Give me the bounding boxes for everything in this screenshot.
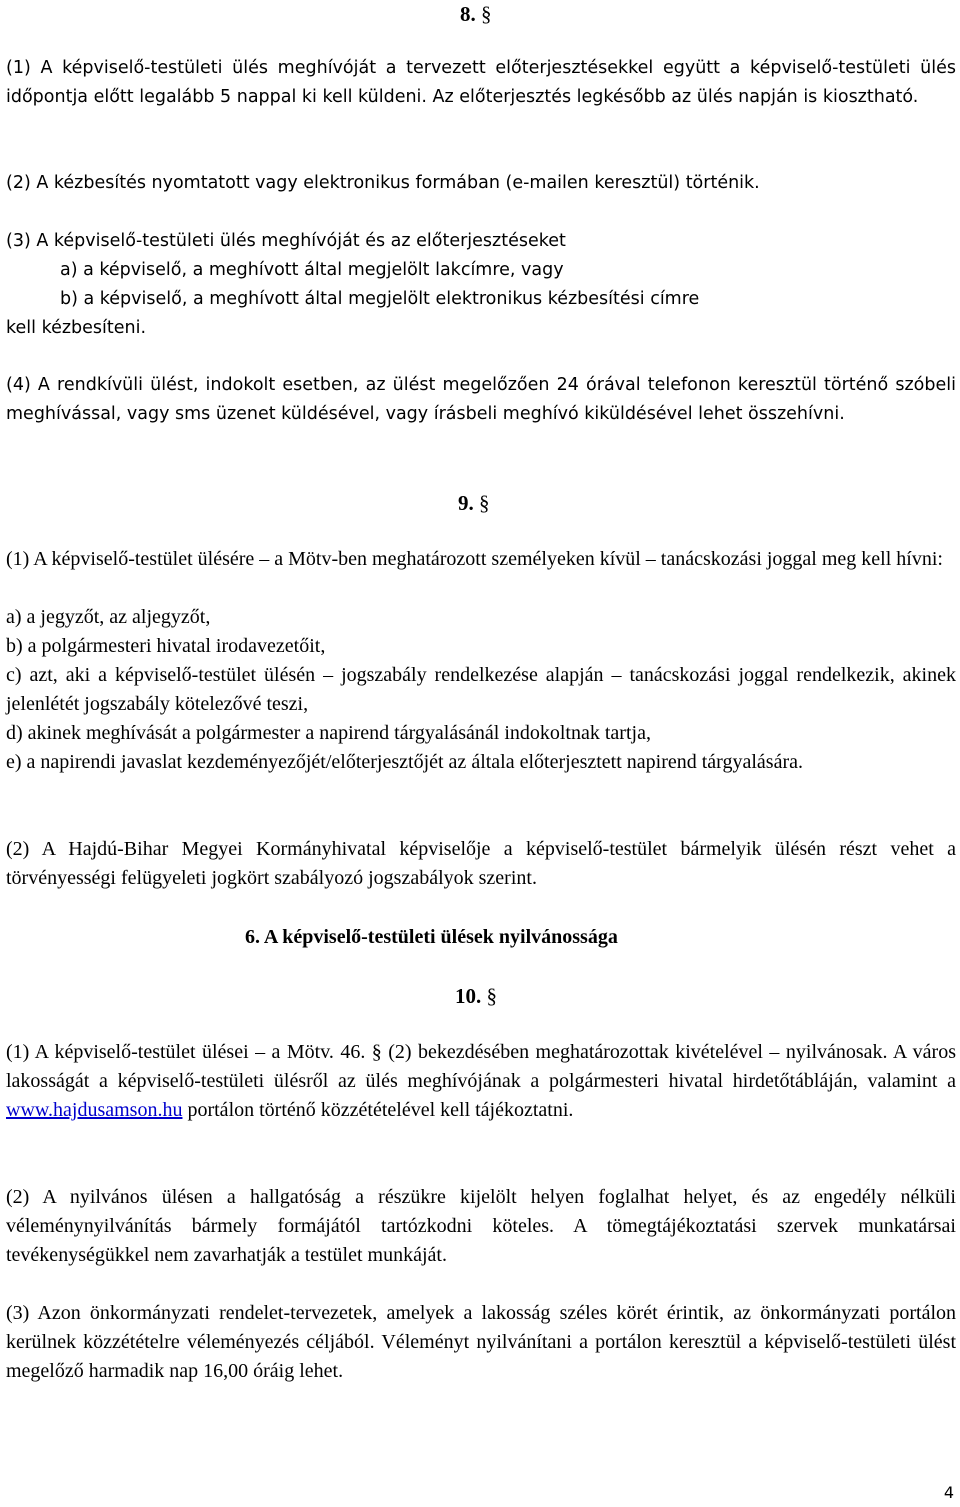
- s8-p3-end: kell kézbesíteni.: [6, 318, 147, 338]
- s8-paragraph-2: (2) A kézbesítés nyomtatott vagy elektronikus formában (e-mailen keresztül) történik.: [6, 173, 760, 193]
- s10-p1-text-before: (1) A képviselő-testület ülései – a Mötv. 46. § (2) bekezdésében meghatározottak kivételével – nyilvánosak. A város lakosságát a képviselő-testületi ülésről az ülés meghívójának a polgármesteri hivatal hirdetőtábláján, valamint a: [6, 1041, 956, 1092]
- section-number: 10.: [455, 984, 482, 1008]
- section-9-heading: [458, 489, 490, 518]
- s10-paragraph-2: (2) A nyilvános ülésen a hallgatóság a részükre kijelölt helyen foglalhat helyet, és az engedély nélküli véleménynyilvánítás bármely formájától tartózkodni köteles. A tömegtájékoztatási szervek munkatársai tevékenységükkel nem zavarhatják a testület munkáját.: [6, 1186, 956, 1266]
- s8-paragraph-3: [6, 227, 956, 343]
- s9-paragraph-1-intro: (1) A képviselő-testület ülésére – a Mötv-ben meghatározott személyeken kívül – tanácskozási joggal meg kell hívni:: [6, 548, 943, 570]
- section-10-heading: [455, 982, 497, 1011]
- s8-paragraph-1: (1) A képviselő-testületi ülés meghívóját a tervezett előterjesztésekkel együtt a képviselő-testületi ülés időpontja előtt legalább 5 nappal ki kell küldeni. Az előterjesztés legkésőbb az ülés napján is kiosztható.: [6, 58, 956, 107]
- list-item: e) a napirendi javaslat kezdeményezőjét/előterjesztőjét az általa előterjesztett napirend tárgyalására.: [6, 751, 803, 773]
- s10-p1-text-after: portálon történő közzétételével kell tájékoztatni.: [182, 1099, 574, 1121]
- chapter-6-title: 6. A képviselő-testületi ülések nyilvánossága: [245, 926, 618, 948]
- section-symbol: §: [479, 491, 490, 515]
- s9-paragraph-2: (2) A Hajdú-Bihar Megyei Kormányhivatal képviselője a képviselő-testület bármelyik ülésén részt vehet a törvényességi felügyeleti jogkört szabályozó jogszabályok szerint.: [6, 838, 956, 889]
- list-item: c) azt, aki a képviselő-testület ülésén – jogszabály rendelkezése alapján – tanácskozási joggal rendelkezik, akinek jelenlétét jogszabály kötelezővé teszi,: [6, 664, 956, 715]
- s8-p3-intro: (3) A képviselő-testületi ülés meghívóját és az előterjesztéseket: [6, 231, 566, 251]
- section-8-heading: [460, 0, 492, 29]
- list-item: a) a jegyzőt, az aljegyzőt,: [6, 606, 211, 628]
- s8-p3-item-b: b) a képviselő, a meghívott által megjelölt elektronikus kézbesítési címre: [60, 289, 700, 309]
- s9-list: [6, 603, 956, 777]
- website-link[interactable]: www.hajdusamson.hu: [6, 1099, 183, 1121]
- s10-paragraph-1: [6, 1038, 956, 1125]
- section-number: 8.: [460, 2, 476, 26]
- list-item: b) a polgármesteri hivatal irodavezetőit,: [6, 635, 326, 657]
- section-number: 9.: [458, 491, 474, 515]
- s8-p3-item-a: a) a képviselő, a meghívott által megjelölt lakcímre, vagy: [60, 260, 564, 280]
- s10-paragraph-3: (3) Azon önkormányzati rendelet-tervezetek, amelyek a lakosság széles körét érintik, az önkormányzati portálon kerülnek közzétételre véleményezés céljából. Véleményt nyilvánítani a portálon keresztül a képviselő-testületi ülést megelőző harmadik nap 16,00 óráig lehet.: [6, 1302, 956, 1382]
- section-symbol: §: [486, 984, 497, 1008]
- s8-paragraph-4: (4) A rendkívüli ülést, indokolt esetben, az ülést megelőzően 24 órával telefonon keresztül történő szóbeli meghívással, vagy sms üzenet küldésével, vagy írásbeli meghívó kiküldésével lehet összehívni.: [6, 375, 956, 424]
- page-number: 4: [943, 1483, 954, 1502]
- list-item: d) akinek meghívását a polgármester a napirend tárgyalásánál indokoltnak tartja,: [6, 722, 651, 744]
- section-symbol: §: [481, 2, 492, 26]
